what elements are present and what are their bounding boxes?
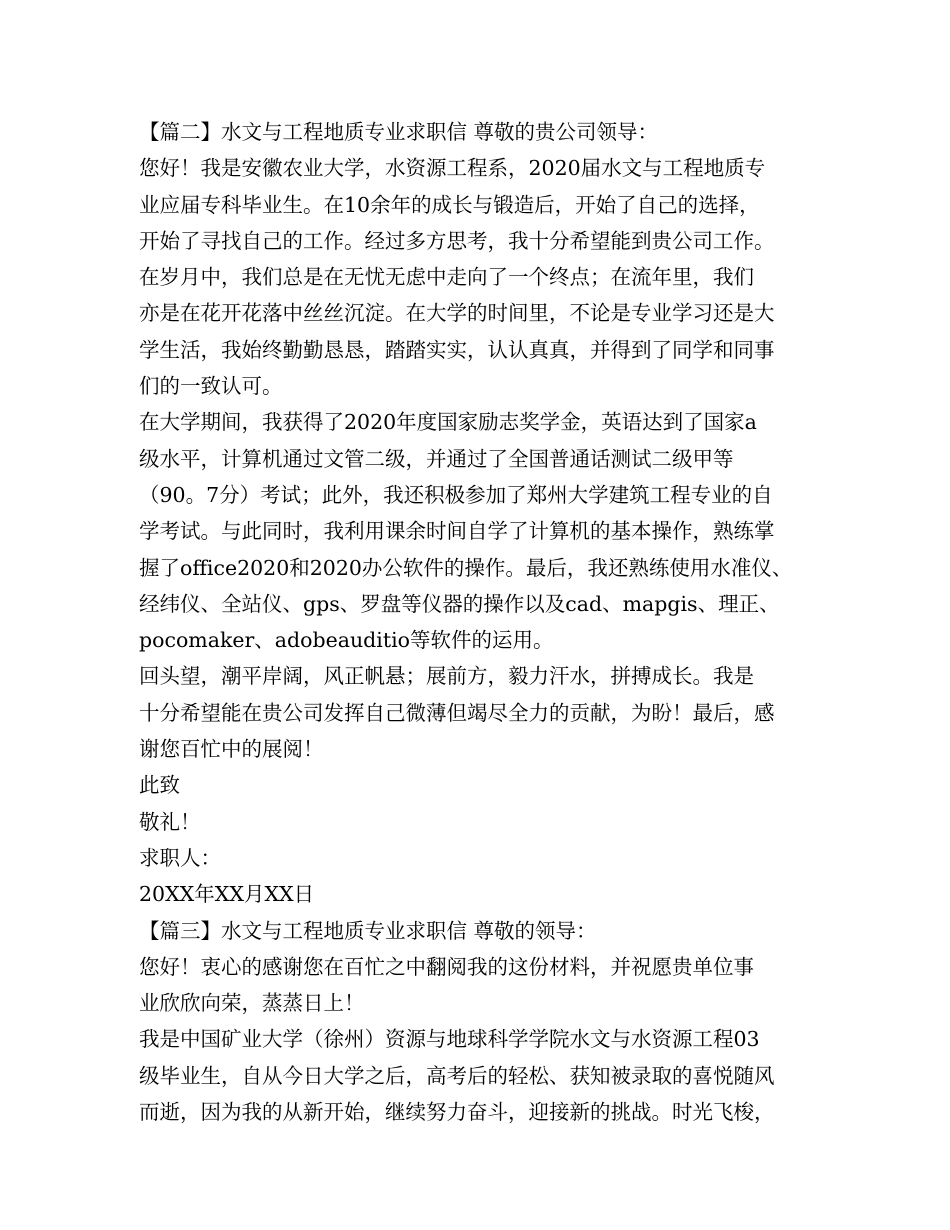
text-line: 您好！衷心的感谢您在百忙之中翻阅我的这份材料，并祝愿贵单位事 (139, 954, 754, 979)
text-line: pocomaker、adobeauditio等软件的运用。 (139, 628, 554, 653)
text-line: 业应届专科毕业生。在10余年的成长与锻造后，开始了自己的选择， (139, 192, 760, 217)
text-line: 回头望，潮平岸阔，风正帆悬；展前方，毅力汗水，拼搏成长。我是 (139, 664, 754, 689)
document-body (139, 114, 829, 1130)
text-line: 而逝，因为我的从新开始，继续努力奋斗，迎接新的挑战。时光飞梭， (139, 1100, 775, 1125)
text-line: 在岁月中，我们总是在无忧无虑中走向了一个终点；在流年里，我们 (139, 265, 754, 290)
text-line: 亦是在花开花落中丝丝沉淀。在大学的时间里，不论是专业学习还是大 (139, 301, 775, 326)
text-line: （90。7分）考试；此外，我还积极参加了郑州大学建筑工程专业的自 (139, 482, 773, 507)
text-line: 我是中国矿业大学（徐州）资源与地球科学学院水文与水资源工程03 (139, 1027, 760, 1052)
text-line: 在大学期间，我获得了2020年度国家励志奖学金，英语达到了国家a (139, 410, 757, 435)
text-line: 学生活，我始终勤勤恳恳，踏踏实实，认认真真，并得到了同学和同事 (139, 337, 775, 362)
text-line: 们的一致认可。 (139, 374, 283, 399)
text-line: 您好！我是安徽农业大学，水资源工程系，2020届水文与工程地质专 (139, 156, 766, 181)
section-heading-2: 【篇二】水文与工程地质专业求职信 尊敬的贵公司领导： (139, 120, 659, 144)
text-line: 级毕业生，自从今日大学之后，高考后的轻松、获知被录取的喜悦随风 (139, 1063, 775, 1088)
text-line: 谢您百忙中的展阅！ (139, 737, 324, 762)
text-line: 级水平，计算机通过文管二级，并通过了全国普通话测试二级甲等 (139, 446, 734, 471)
text-line: 十分希望能在贵公司发挥自己微薄但竭尽全力的贡献，为盼！最后，感 (139, 700, 775, 725)
text-line: 开始了寻找自己的工作。经过多方思考，我十分希望能到贵公司工作。 (139, 228, 775, 253)
text-line: 握了office2020和2020办公软件的操作。最后，我还熟练使用水准仪、 (139, 555, 793, 580)
signature-label: 求职人： (139, 845, 221, 870)
closing-line: 此致 (139, 773, 180, 798)
text-line: 学考试。与此同时，我利用课余时间自学了计算机的基本操作，熟练掌 (139, 519, 775, 544)
text-line: 经纬仪、全站仪、gps、罗盘等仪器的操作以及cad、mapgis、理正、 (139, 591, 780, 616)
text-line: 业欣欣向荣，蒸蒸日上！ (139, 991, 365, 1016)
closing-line: 敬礼！ (139, 809, 201, 834)
date-line: 20XX年XX月XX日 (139, 882, 315, 907)
section-heading-3: 【篇三】水文与工程地质专业求职信 尊敬的领导： (139, 918, 597, 943)
